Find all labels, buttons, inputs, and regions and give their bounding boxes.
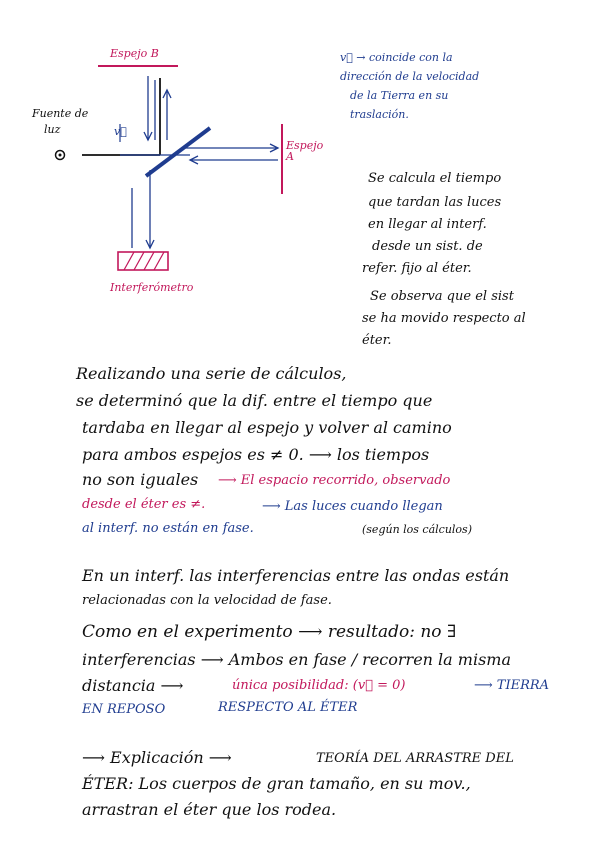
right-block-line-4: desde un sist. de (372, 239, 483, 254)
right-block-line-2: que tardan las luces (368, 195, 502, 210)
paragraph-1-line-6-red: desde el éter es ≠. (82, 497, 206, 512)
velocity-label: v⃗ (114, 125, 127, 138)
paragraph-1-line-2: se determinó que la dif. entre el tiempo que (76, 391, 433, 410)
paragraph-3-line-3-black: distancia ⟶ (82, 676, 184, 695)
mirror-b-label: Espejo B (110, 47, 159, 60)
paragraph-3-line-3-red: única posibilidad: (v⃗ = 0) (232, 678, 406, 693)
paragraph-1-line-3: tardaba en llegar al espejo y volver al camino (82, 418, 452, 437)
blue-note-line-2: dirección de la velocidad (340, 70, 480, 83)
right-block-line-7: se ha movido respecto al (362, 311, 526, 326)
blue-note-line-4: traslación. (350, 108, 409, 121)
paragraph-3-line-4-blue-b: RESPECTO AL ÉTER (218, 700, 358, 715)
paragraph-1-line-7-black: (según los cálculos) (362, 523, 472, 536)
right-block-line-3: en llegar al interf. (368, 217, 487, 232)
paragraph-3-line-3-blue: ⟶ TIERRA (474, 678, 550, 693)
paragraph-4-line-1-b: TEORÍA DEL ARRASTRE DEL (316, 751, 514, 766)
paragraph-1-line-4: para ambos espejos es ≠ 0. ⟶ los tiempos (82, 445, 430, 464)
light-source-label-1: Fuente de (32, 107, 89, 120)
right-block-line-8: éter. (362, 333, 392, 348)
light-beams (120, 76, 278, 248)
paragraph-3-line-4-blue-a: EN REPOSO (82, 702, 166, 717)
right-block-line-5: refer. fijo al éter. (362, 261, 472, 276)
right-block-line-6: Se observa que el sist (370, 289, 514, 304)
interferometer-label: Interferómetro (110, 281, 194, 294)
paragraph-3-line-1: Como en el experimento ⟶ resultado: no ∃ (82, 622, 457, 642)
mirror-a-label: Espejo A (286, 139, 324, 163)
paragraph-1-line-6-blue: ⟶ Las luces cuando llegan (262, 499, 443, 514)
paragraph-3-line-2: interferencias ⟶ Ambos en fase / recorren la misma (82, 650, 511, 669)
paragraph-1-line-5-black: no son iguales (82, 470, 199, 489)
paragraph-1-line-1: Realizando una serie de cálculos, (76, 364, 347, 383)
blue-note-line-3: de la Tierra en su (350, 89, 449, 102)
paragraph-1-line-5-red: ⟶ El espacio recorrido, observado (218, 473, 451, 488)
paragraph-4-line-3: arrastran el éter que los rodea. (82, 800, 337, 819)
paragraph-2-line-2: relacionadas con la velocidad de fase. (82, 593, 332, 608)
blue-note-line-1: v⃗ → coincide con la (340, 51, 453, 64)
paragraph-4-line-2: ÉTER: Los cuerpos de gran tamaño, en su mov., (82, 774, 471, 793)
paragraph-4-line-1-a: ⟶ Explicación ⟶ (82, 748, 232, 767)
light-source-label-2: luz (44, 123, 61, 136)
paragraph-1-line-7-blue: al interf. no están en fase. (82, 521, 254, 536)
right-block-line-1: Se calcula el tiempo (368, 171, 502, 186)
paragraph-2-line-1: En un interf. las interferencias entre las ondas están (82, 566, 510, 585)
